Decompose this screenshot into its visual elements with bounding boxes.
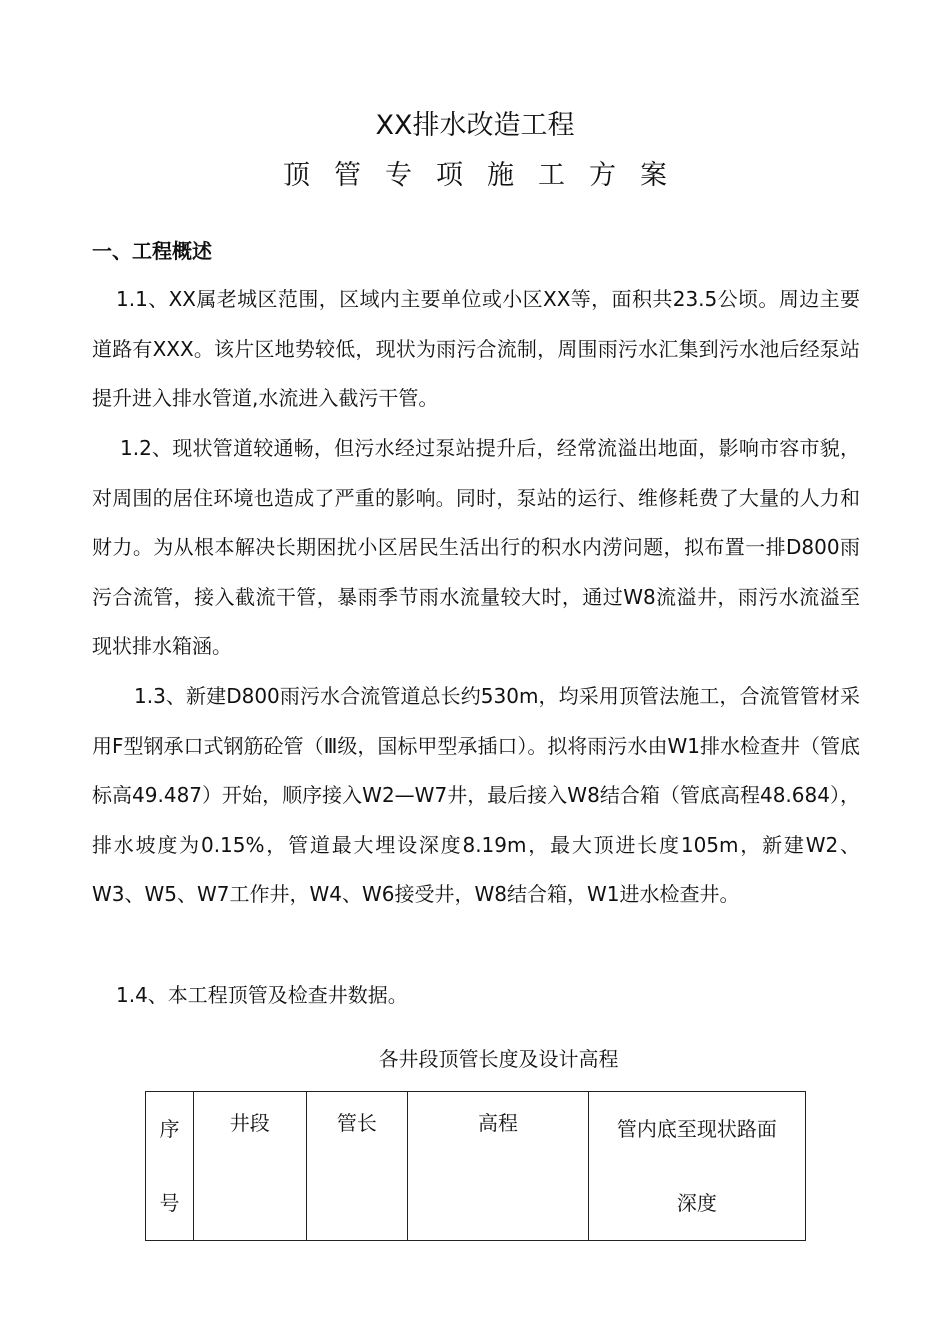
header-depth-line-2: 深度: [676, 1191, 717, 1215]
header-cell-depth: [588, 1092, 805, 1241]
document-subtitle: 顶管专项施工方案: [283, 160, 691, 191]
paragraph-1-4: 1.4、本工程顶管及检查井数据。: [116, 983, 408, 1007]
header-pipe-length-label: 管长: [336, 1111, 377, 1135]
data-table: [145, 1091, 806, 1241]
header-cell-index: [146, 1092, 194, 1241]
header-cell-segment: [193, 1092, 306, 1241]
header-index-line-2: 号: [159, 1191, 180, 1215]
paragraph-1-2: 1.2、现状管道较通畅，但污水经过泵站提升后，经常流溢出地面，影响市容市貌，对周围的居住环境也造成了严重的影响。同时，泵站的运行、维修耗费了大量的人力和财力。为从根本解决长期困扰小区居民生活出行的积水内涝问题，拟布置一排D800雨污合流管，接入截流干管，暴雨季节雨水流量较大时，通过W8流溢井，雨污水流溢至现状排水箱涵。: [92, 436, 860, 658]
table-header-row: [146, 1092, 806, 1241]
header-elevation-label: 高程: [477, 1111, 518, 1135]
document-title: XX排水改造工程: [375, 110, 575, 141]
header-cell-pipe-length: [306, 1092, 408, 1241]
header-index-line-1: 序: [159, 1117, 180, 1141]
paragraph-1-1: 1.1、XX属老城区范围，区域内主要单位或小区XX等，面积共23.5公顷。周边主要道路有XXX。该片区地势较低，现状为雨污合流制，周围雨污水汇集到污水池后经泵站提升进入排水管道,水流进入截污干管。: [92, 287, 860, 410]
header-segment-label: 井段: [229, 1111, 270, 1135]
header-cell-elevation: [408, 1092, 588, 1241]
header-depth-line-1: 管内底至现状路面: [616, 1117, 777, 1141]
section-heading: 一、工程概述: [92, 239, 212, 263]
paragraph-1-3: 1.3、新建D800雨污水合流管道总长约530m，均采用顶管法施工，合流管管材采用F型钢承口式钢筋砼管（Ⅲ级，国标甲型承插口）。拟将雨污水由W1排水检查井（管底标高49.487）开始，顺序接入W2—W7井，最后接入W8结合箱（管底高程48.684），排水坡度为0.15%，管道最大埋设深度8.19m，最大顶进长度105m，新建W2、W3、W5、W7工作井，W4、W6接受井，W8结合箱，W1进水检查井。: [92, 684, 860, 906]
table-caption: 各井段顶管长度及设计高程: [378, 1047, 619, 1071]
